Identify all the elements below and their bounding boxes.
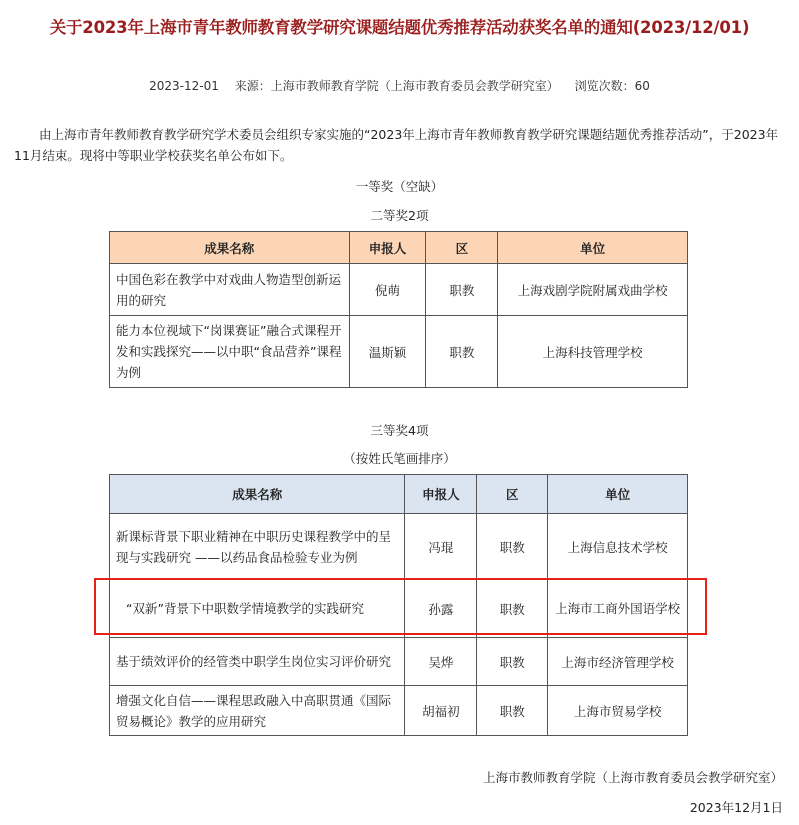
- table-header-row: [110, 475, 688, 514]
- table-row: [110, 686, 688, 736]
- highlight-annotation-box: [94, 578, 707, 635]
- header-name: 成果名称: [110, 475, 405, 514]
- cell-district: 职教: [477, 580, 548, 638]
- sort-note: （按姓氏笔画排序）: [343, 451, 456, 466]
- view-count: 浏览次数：60: [574, 79, 650, 93]
- header-unit: 单位: [548, 475, 688, 514]
- cell-name: 能力本位视域下“岗课赛证”融合式课程开发和实践探究——以中职“食品营养”课程为例: [110, 316, 350, 388]
- table-row: [110, 514, 688, 580]
- cell-name: 增强文化自信——课程思政融入中高职贯通《国际贸易概论》教学的应用研究: [110, 686, 405, 736]
- cell-unit: 上海市经济管理学校: [548, 638, 688, 686]
- header-district: 区: [477, 475, 548, 514]
- table-row: [110, 264, 688, 316]
- cell-unit: 上海科技管理学校: [498, 316, 688, 388]
- header-person: 申报人: [405, 475, 477, 514]
- cell-name: 新课标背景下职业精神在中职历史课程教学中的呈现与实践研究 ——以药品食品检验专业为例: [110, 514, 405, 580]
- table-header-row: [110, 232, 688, 264]
- footer-date: 2023年12月1日: [689, 800, 783, 815]
- header-district: 区: [426, 232, 498, 264]
- cell-district: 职教: [477, 638, 548, 686]
- second-prize-heading: 二等奖2项: [370, 208, 429, 223]
- header-unit: 单位: [498, 232, 688, 264]
- cell-person: 倪萌: [349, 264, 426, 316]
- cell-unit: 上海戏剧学院附属戏曲学校: [498, 264, 688, 316]
- article-meta: [0, 77, 799, 94]
- cell-person: 吴烨: [405, 638, 477, 686]
- intro-paragraph: 由上海市青年教师教育教学研究学术委员会组织专家实施的“2023年上海市青年教师教育教学研究课题结题优秀推荐活动”，于2023年11月结束。现将中等职业学校获奖名单公布如下。: [14, 127, 779, 163]
- header-person: 申报人: [349, 232, 426, 264]
- cell-name: 基于绩效评价的经管类中职学生岗位实习评价研究: [110, 638, 405, 686]
- cell-name: “双新”背景下中职数学情境教学的实践研究: [110, 580, 405, 638]
- cell-district: 职教: [477, 514, 548, 580]
- cell-person: 温斯颖: [349, 316, 426, 388]
- first-prize-heading: 一等奖（空缺）: [355, 179, 444, 194]
- article-title: 关于2023年上海市青年教师教育教学研究课题结题优秀推荐活动获奖名单的通知(2023/12/01): [49, 18, 750, 37]
- cell-district: 职教: [426, 316, 498, 388]
- third-prize-heading: 三等奖4项: [370, 423, 429, 438]
- cell-unit: 上海市贸易学校: [548, 686, 688, 736]
- cell-person: 孙露: [405, 580, 477, 638]
- cell-person: 胡福初: [405, 686, 477, 736]
- header-name: 成果名称: [110, 232, 350, 264]
- publish-date: 2023-12-01: [149, 79, 219, 93]
- cell-unit: 上海信息技术学校: [548, 514, 688, 580]
- cell-person: 冯琨: [405, 514, 477, 580]
- cell-district: 职教: [426, 264, 498, 316]
- second-prize-table: [109, 231, 688, 388]
- cell-unit: 上海市工商外国语学校: [548, 580, 688, 638]
- table-row: [110, 316, 688, 388]
- source: 来源：上海市教师教育学院（上海市教育委员会教学研究室）: [234, 79, 559, 93]
- cell-district: 职教: [477, 686, 548, 736]
- table-row: [110, 638, 688, 686]
- cell-name: 中国色彩在教学中对戏曲人物造型创新运用的研究: [110, 264, 350, 316]
- footer-signature: 上海市教师教育学院（上海市教育委员会教学研究室）: [482, 770, 783, 785]
